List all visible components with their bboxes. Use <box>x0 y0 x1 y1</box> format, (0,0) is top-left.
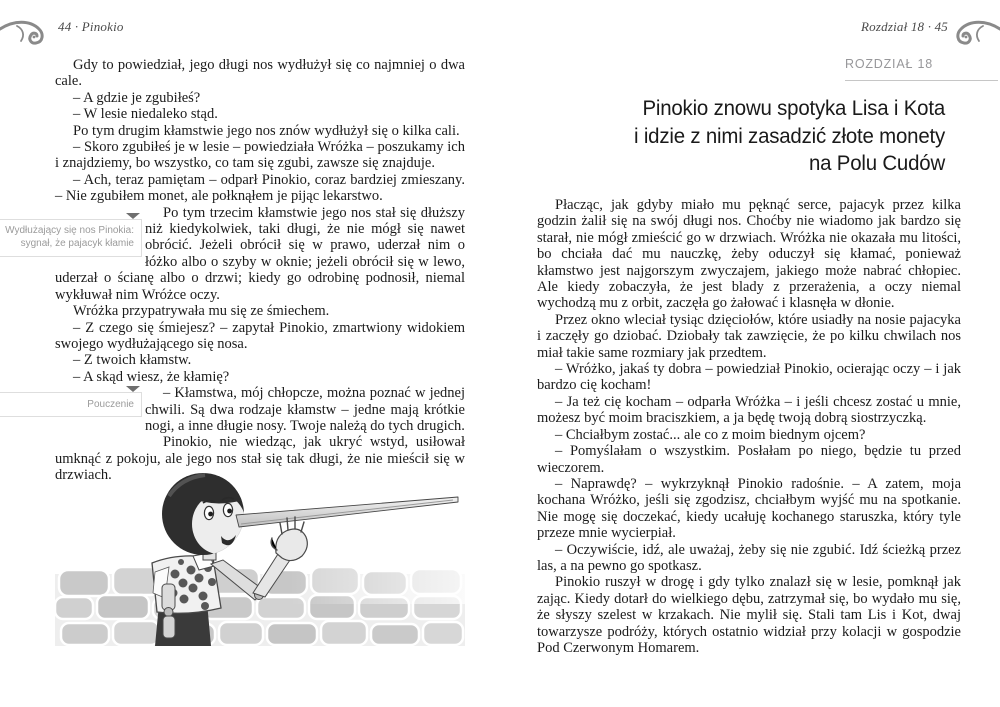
paragraph: Płacząc, jak gdyby miało mu pęknąć serce, pajacyk przez kilka godzin żalił się na swój długi nos. Choćby nie wiadomo jak bardzo się starał, nie mógł zmieścić go w drzwiach. Wróżka nie okazała mu litości, bo chciała dać mu nauczkę, żeby oduczył się kłamać, ponieważ kłamstwo jest najgorszym zwyczajem, jakiego może nabrać chłopiec. Ale kiedy zobaczyła, że jest blady z przerażenia, a oczy niemal wychodzą mu z orbit, zaczęła go żałować i klasnęła w dłonie. <box>537 197 961 312</box>
paragraph: – Kłamstwa, mój chłopcze, można poznać w jednej chwili. Są dwa rodzaje kłamstw – jedne mają krótkie nogi, a inne długie nosy. Twoje należą do tych drugich. <box>55 385 465 434</box>
paragraph: – Wróżko, jakaś ty dobra – powiedział Pinokio, ocierając oczy – i jak bardzo cię kocham! <box>537 361 961 394</box>
margin-note-line: sygnał, że pajacyk kłamie <box>20 238 134 249</box>
paragraph: – A gdzie je zgubiłeś? <box>73 89 201 106</box>
paragraph: Pinokio ruszył w drogę i gdy tylko znalazł się w lesie, pomknął jak zając. Kiedy dotarł do wielkiego dębu, zatrzymał się, bo wydało mu się, że słyszy szelest w krzakach. Nie mylił się. Stali tam Lis i Kot, dwaj towarzysze podróży, których ostatnio widział przy kolacji w gospodzie Pod Czerwonym Homarem. <box>537 574 961 656</box>
paragraph: – Z czego się śmiejesz? – zapytał Pinokio, zmartwiony widokiem swojego wydłużającego się nosa. <box>55 319 465 352</box>
paragraph: Wróżka przypatrywała mu się ze śmiechem. <box>73 303 330 320</box>
stone-wall <box>55 562 465 646</box>
margin-note-line: Wydłużający się nos Pinokia: <box>5 225 134 236</box>
corner-flourish-left-icon <box>0 14 52 52</box>
paragraph: Gdy to powiedział, jego długi nos wydłużył się co najmniej o dwa cale. <box>55 57 465 90</box>
chapter-label: ROZDZIAŁ 18 <box>845 57 998 81</box>
paragraph: – Skoro zgubiłeś je w lesie – powiedziała Wróżka – poszukamy ich i znajdziemy, bo wszystko, co tam się zgubi, zawsze się znajduje. <box>55 139 465 172</box>
pinocchio-illustration <box>55 466 465 646</box>
paragraph: Przez okno wleciał tysiąc dzięciołów, które usiadły na nosie pajacyka i zaczęły go dziobać. Dziobały tak zawzięcie, że po kilku chwilach nos miał takie same rozmiary jak przedtem. <box>537 311 961 361</box>
paragraph: – Pomyślałam o wszystkim. Posłałam po niego, będzie tu przed wieczorem. <box>537 443 961 476</box>
running-head-left: 44 · Pinokio <box>58 19 124 34</box>
title-line: na Polu Cudów <box>808 151 945 175</box>
paragraph: – Naprawdę? – wykrzyknął Pinokio radośnie. – A zatem, moja kochana Wróżko, jeśli się zgodzisz, chciałbym wyjść mu na spotkanie. Nie mogę się doczekać, kiedy ucałuję kochanego staruszka, który tyle przeze mnie wycierpiał. <box>537 475 961 542</box>
paragraph: Pinokio, nie wiedząc, jak ukryć wstyd, usiłował umknąć z pokoju, ale jego nos stał się tak długi, że nie mieścił się w drzwiach. <box>55 434 465 484</box>
paragraph: – Chciałbym zostać... ale co z moim biednym ojcem? <box>555 426 866 443</box>
paragraph: – Z twoich kłamstw. <box>73 352 192 369</box>
margin-note-line: Pouczenie <box>87 399 134 410</box>
paragraph: – A skąd wiesz, że kłamię? <box>73 368 230 385</box>
paragraph: – Ach, teraz pamiętam – odparł Pinokio, coraz bardziej zmieszany. – Nie zgubiłem monet, ale połknąłem je pijąc lekarstwo. <box>55 171 465 205</box>
title-line: Pinokio znowu spotyka Lisa i Kota <box>642 96 945 120</box>
paragraph: Po tym drugim kłamstwie jego nos znów wydłużył się o kilka cali. <box>73 122 460 139</box>
paragraph: – Ja też cię kocham – odparła Wróżka – i jeśli chcesz zostać u mnie, możesz być moim braciszkiem, a ja będę twoją dobrą siostrzyczką. <box>537 393 961 427</box>
note-wrap-spacer <box>55 205 145 255</box>
right-page-text <box>537 197 961 656</box>
title-line: i idzie z nimi zasadzić złote monety <box>633 123 945 148</box>
paragraph: – W lesie niedaleko stąd. <box>73 106 218 123</box>
paragraph: Po tym trzecim kłamstwie jego nos stał się dłuższy niż kiedykolwiek, taki długi, że nie mógł się nawet obrócić. Jeżeli obrócił się w prawo, uderzał nim o łóżko albo o szyby w oknie; jeżeli obrócił się w lewo, uderzał o ścianę albo o drzwi; kiedy go odrobinę podnosił, niemal wykłuwał nim Wróżce oczy. <box>55 204 465 303</box>
note-wrap-spacer <box>55 385 145 435</box>
paragraph: – Oczywiście, idź, ale uważaj, żeby się nie zgubić. Idź ścieżką przez las, a na pewno go spotkasz. <box>537 541 961 574</box>
corner-flourish-right-icon <box>948 14 1000 52</box>
chapter-title <box>557 95 945 178</box>
running-head-right: Rozdział 18 · 45 <box>861 19 948 34</box>
left-page-text <box>55 57 465 484</box>
